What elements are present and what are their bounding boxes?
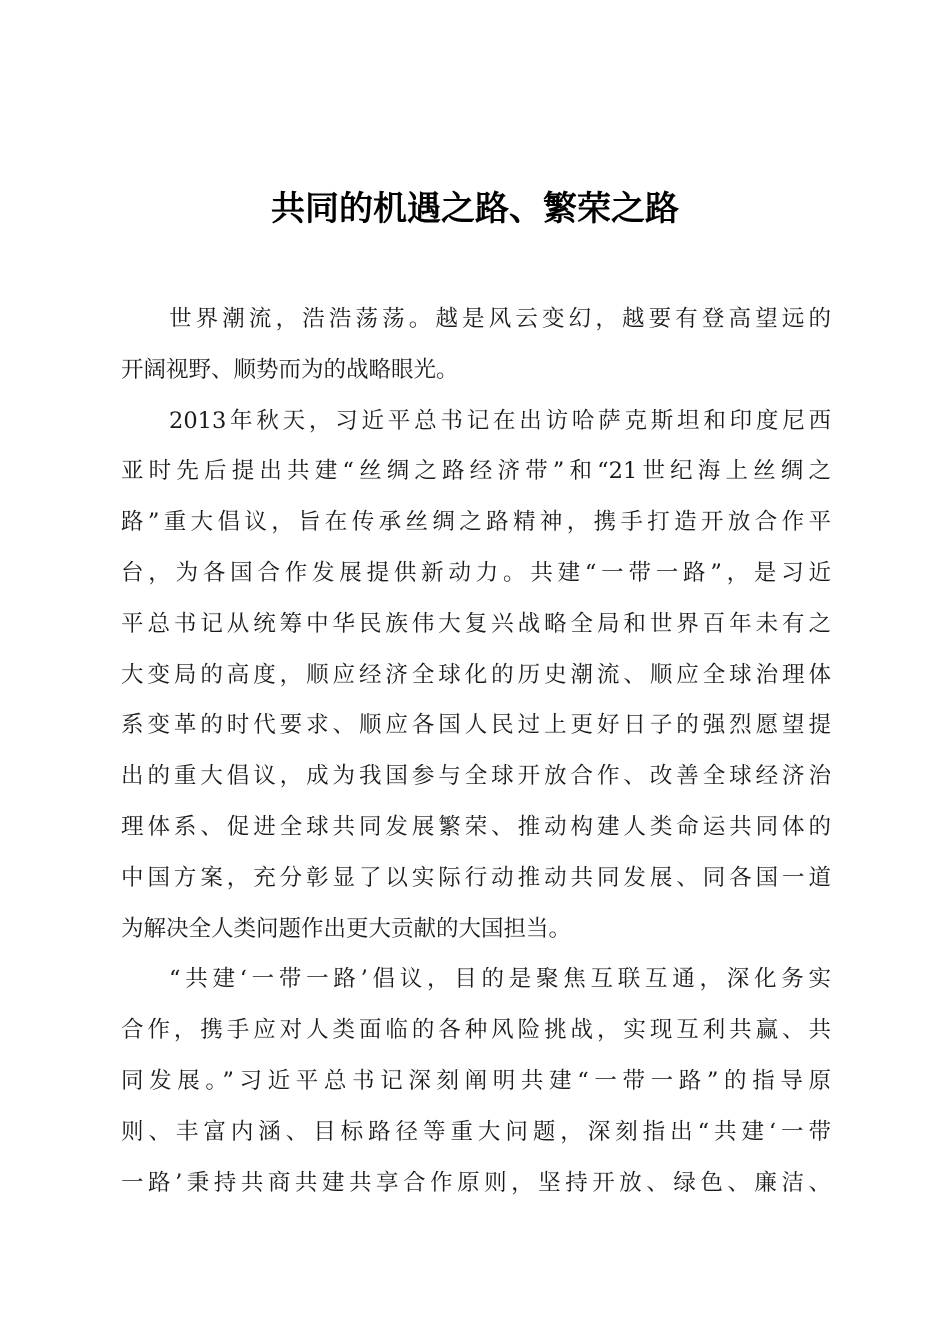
document-body bbox=[121, 294, 831, 1208]
paragraph-3-line-5: 一路’秉持共商共建共享合作原则，坚持开放、绿色、廉洁、 bbox=[121, 1169, 831, 1196]
paragraph-2-line-3: 路”重大倡议，旨在传承丝绸之路精神，携手打造开放合作平 bbox=[121, 509, 831, 536]
paragraph-3-line-3: 同发展。”习近平总书记深刻阐明共建“一带一路”的指导原 bbox=[121, 1067, 831, 1094]
paragraph-1-line-1: 世界潮流，浩浩荡荡。越是风云变幻，越要有登高望远的 bbox=[169, 306, 831, 332]
paragraph-3-line-4: 则、丰富内涵、目标路径等重大问题，深刻指出“共建‘一带 bbox=[121, 1118, 831, 1145]
paragraph-2-line-6: 大变局的高度，顺应经济全球化的历史潮流、顺应全球治理体 bbox=[121, 661, 831, 688]
paragraph-2-line-4: 台，为各国合作发展提供新动力。共建“一带一路”，是习近 bbox=[121, 559, 831, 586]
paragraph-2-line-2: 亚时先后提出共建“丝绸之路经济带”和“21世纪海上丝绸之 bbox=[121, 458, 831, 485]
paragraph-2-line-8: 出的重大倡议，成为我国参与全球开放合作、改善全球经济治 bbox=[121, 763, 831, 790]
paragraph-2-line-9: 理体系、促进全球共同发展繁荣、推动构建人类命运共同体的 bbox=[121, 813, 831, 840]
paragraph-3-line-1: “共建‘一带一路’倡议，目的是聚焦互联互通，深化务实 bbox=[169, 966, 831, 993]
paragraph-2-line-10: 中国方案，充分彰显了以实际行动推动共同发展、同各国一道 bbox=[121, 864, 831, 891]
paragraph-2-line-7: 系变革的时代要求、顺应各国人民过上更好日子的强烈愿望提 bbox=[121, 712, 831, 739]
paragraph-2-line-11: 为解决全人类问题作出更大贡献的大国担当。 bbox=[121, 915, 572, 942]
document-title: 共同的机遇之路、繁荣之路 bbox=[271, 189, 679, 229]
paragraph-3-line-2: 合作，携手应对人类面临的各种风险挑战，实现互利共赢、共 bbox=[121, 1017, 831, 1044]
paragraph-2-line-1: 2013年秋天，习近平总书记在出访哈萨克斯坦和印度尼西 bbox=[169, 407, 831, 434]
paragraph-1-line-2: 开阔视野、顺势而为的战略眼光。 bbox=[121, 356, 459, 383]
paragraph-2-line-5: 平总书记从统筹中华民族伟大复兴战略全局和世界百年未有之 bbox=[121, 610, 831, 637]
